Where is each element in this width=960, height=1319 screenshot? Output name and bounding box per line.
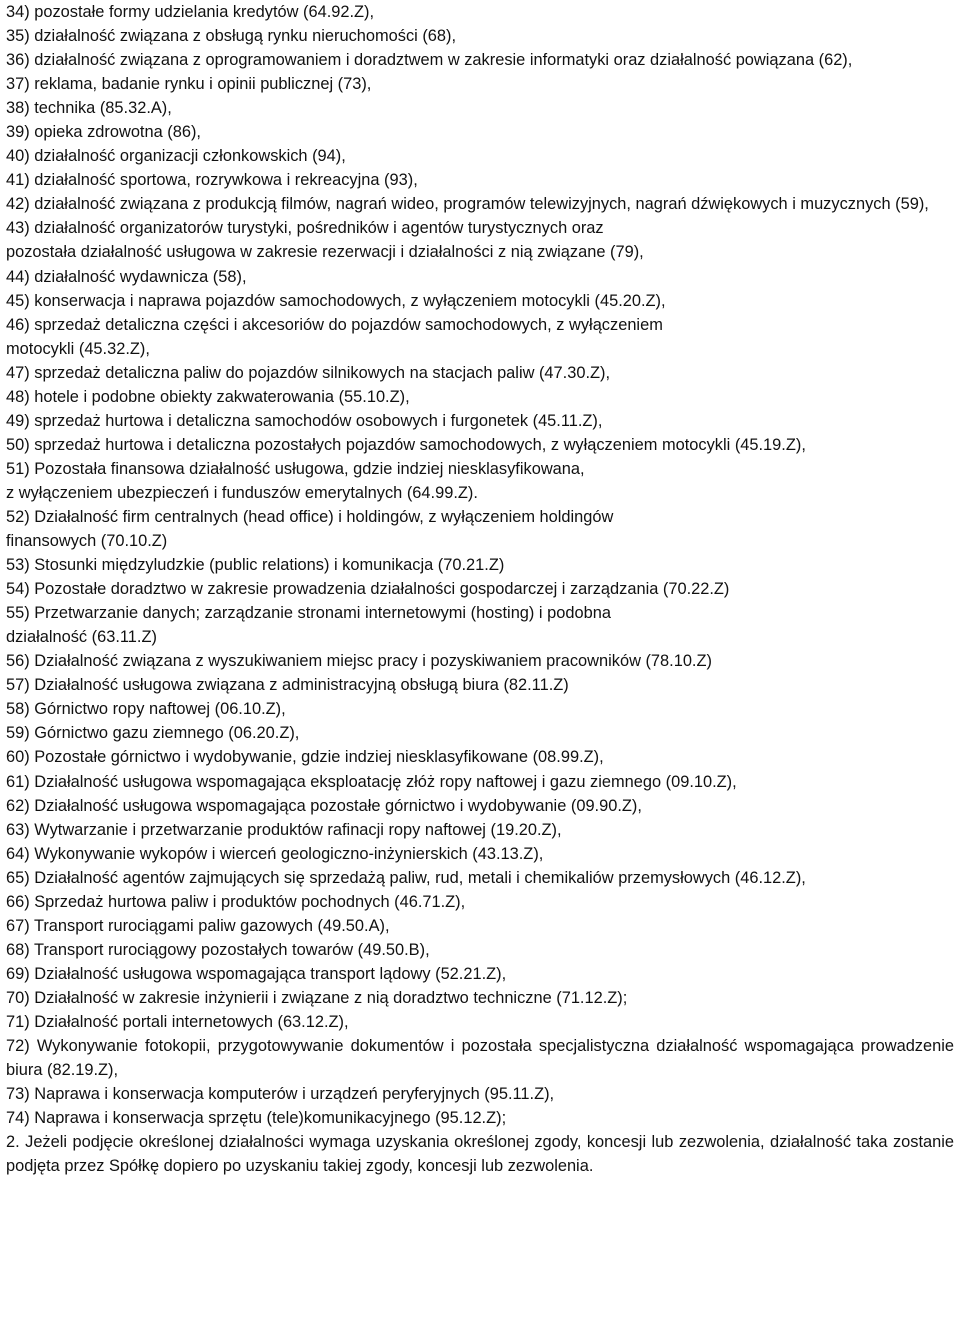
list-item: 48) hotele i podobne obiekty zakwaterowania (55.10.Z),	[6, 387, 410, 406]
list-item: 44) działalność wydawnicza (58),	[6, 267, 247, 286]
list-item: 67) Transport rurociągami paliw gazowych (49.50.A),	[6, 916, 390, 935]
list-item: 35) działalność związana z obsługą rynku nieruchomości (68),	[6, 27, 457, 46]
list-item: 63) Wytwarzanie i przetwarzanie produktów rafinacji ropy naftowej (19.20.Z),	[6, 820, 562, 839]
list-item: 69) Działalność usługowa wspomagająca transport lądowy (52.21.Z),	[6, 964, 507, 983]
list-item: 40) działalność organizacji członkowskich (94),	[6, 147, 346, 166]
list-item: 56) Działalność związana z wyszukiwaniem miejsc pracy i pozyskiwaniem pracowników (78.10.Z)	[6, 652, 712, 671]
list-item: 51) Pozostała finansowa działalność usługowa, gdzie indziej niesklasyfikowana, z wyłączeniem ubezpieczeń i funduszów emerytalnych (64.99.Z).	[6, 459, 585, 502]
list-item: 55) Przetwarzanie danych; zarządzanie stronami internetowymi (hosting) i podobna działalność (63.11.Z)	[6, 604, 611, 647]
list-item: 47) sprzedaż detaliczna paliw do pojazdów silnikowych na stacjach paliw (47.30.Z),	[6, 363, 611, 382]
list-item: 52) Działalność firm centralnych (head office) i holdingów, z wyłączeniem holdingów finansowych (70.10.Z)	[6, 507, 614, 551]
list-item: 39) opieka zdrowotna (86),	[6, 123, 201, 142]
list-item: 34) pozostałe formy udzielania kredytów (64.92.Z),	[6, 3, 375, 21]
list-item: 64) Wykonywanie wykopów i wierceń geologiczno-inżynierskich (43.13.Z),	[6, 844, 544, 863]
list-item: 50) sprzedaż hurtowa i detaliczna pozostałych pojazdów samochodowych, z wyłączeniem motocykli (45.19.Z),	[6, 435, 806, 454]
list-item: 74) Naprawa i konserwacja sprzętu (tele)komunikacyjnego (95.12.Z);	[6, 1109, 507, 1128]
list-item: 57) Działalność usługowa związana z administracyjną obsługą biura (82.11.Z)	[6, 676, 569, 695]
list-item: 42) działalność związana z produkcją filmów, nagrań wideo, programów telewizyjnych, nagrań dźwiękowych i muzycznych (59),	[6, 195, 929, 214]
activity-list	[6, 0, 954, 1130]
list-item: 36) działalność związana z oprogramowaniem i doradztwem w zakresie informatyki oraz działalność powiązana (62),	[6, 51, 853, 70]
list-item: 70) Działalność w zakresie inżynierii i związane z nią doradztwo techniczne (71.12.Z);	[6, 988, 628, 1007]
list-item: 61) Działalność usługowa wspomagająca eksploatację złóż ropy naftowej i gazu ziemnego (09.10.Z),	[6, 772, 737, 791]
list-item: 60) Pozostałe górnictwo i wydobywanie, gdzie indziej niesklasyfikowane (08.99.Z),	[6, 748, 604, 767]
list-item: 41) działalność sportowa, rozrywkowa i rekreacyjna (93),	[6, 171, 418, 190]
closing-paragraph: 2. Jeżeli podjęcie określonej działalności wymaga uzyskania określonej zgody, koncesji lub zezwolenia, działalność taka zostanie podjęta przez Spółkę dopiero po uzyskaniu takiej zgody, koncesji lub zezwolenia.	[6, 1133, 954, 1176]
list-item: 45) konserwacja i naprawa pojazdów samochodowych, z wyłączeniem motocykli (45.20.Z),	[6, 291, 666, 310]
list-item: 37) reklama, badanie rynku i opinii publicznej (73),	[6, 75, 372, 94]
list-item: 58) Górnictwo ropy naftowej (06.10.Z),	[6, 700, 286, 719]
list-item: 46) sprzedaż detaliczna części i akcesoriów do pojazdów samochodowych, z wyłączeniem motocykli (45.32.Z),	[6, 315, 663, 358]
list-item: 71) Działalność portali internetowych (63.12.Z),	[6, 1012, 349, 1031]
list-item: 53) Stosunki międzyludzkie (public relations) i komunikacja (70.21.Z)	[6, 556, 505, 575]
list-item: 68) Transport rurociągowy pozostałych towarów (49.50.B),	[6, 940, 430, 959]
list-item: 66) Sprzedaż hurtowa paliw i produktów pochodnych (46.71.Z),	[6, 892, 466, 911]
list-item: 59) Górnictwo gazu ziemnego (06.20.Z),	[6, 724, 300, 743]
list-item: 62) Działalność usługowa wspomagająca pozostałe górnictwo i wydobywanie (09.90.Z),	[6, 796, 642, 815]
list-item: 73) Naprawa i konserwacja komputerów i urządzeń peryferyjnych (95.11.Z),	[6, 1085, 555, 1104]
list-item: 65) Działalność agentów zajmujących się sprzedażą paliw, rud, metali i chemikaliów przemysłowych (46.12.Z),	[6, 868, 806, 887]
list-item: 43) działalność organizatorów turystyki, pośredników i agentów turystycznych oraz pozostała działalność usługowa w zakresie rezerwacji i działalności z nią związane (79),	[6, 219, 644, 262]
list-item: 54) Pozostałe doradztwo w zakresie prowadzenia działalności gospodarczej i zarządzania (70.22.Z)	[6, 580, 730, 599]
list-item: 72) Wykonywanie fotokopii, przygotowywanie dokumentów i pozostała specjalistyczna działalność wspomagająca prowadzenie biura (82.19.Z),	[6, 1037, 954, 1080]
list-item: 38) technika (85.32.A),	[6, 99, 172, 118]
list-item: 49) sprzedaż hurtowa i detaliczna samochodów osobowych i furgonetek (45.11.Z),	[6, 411, 603, 430]
